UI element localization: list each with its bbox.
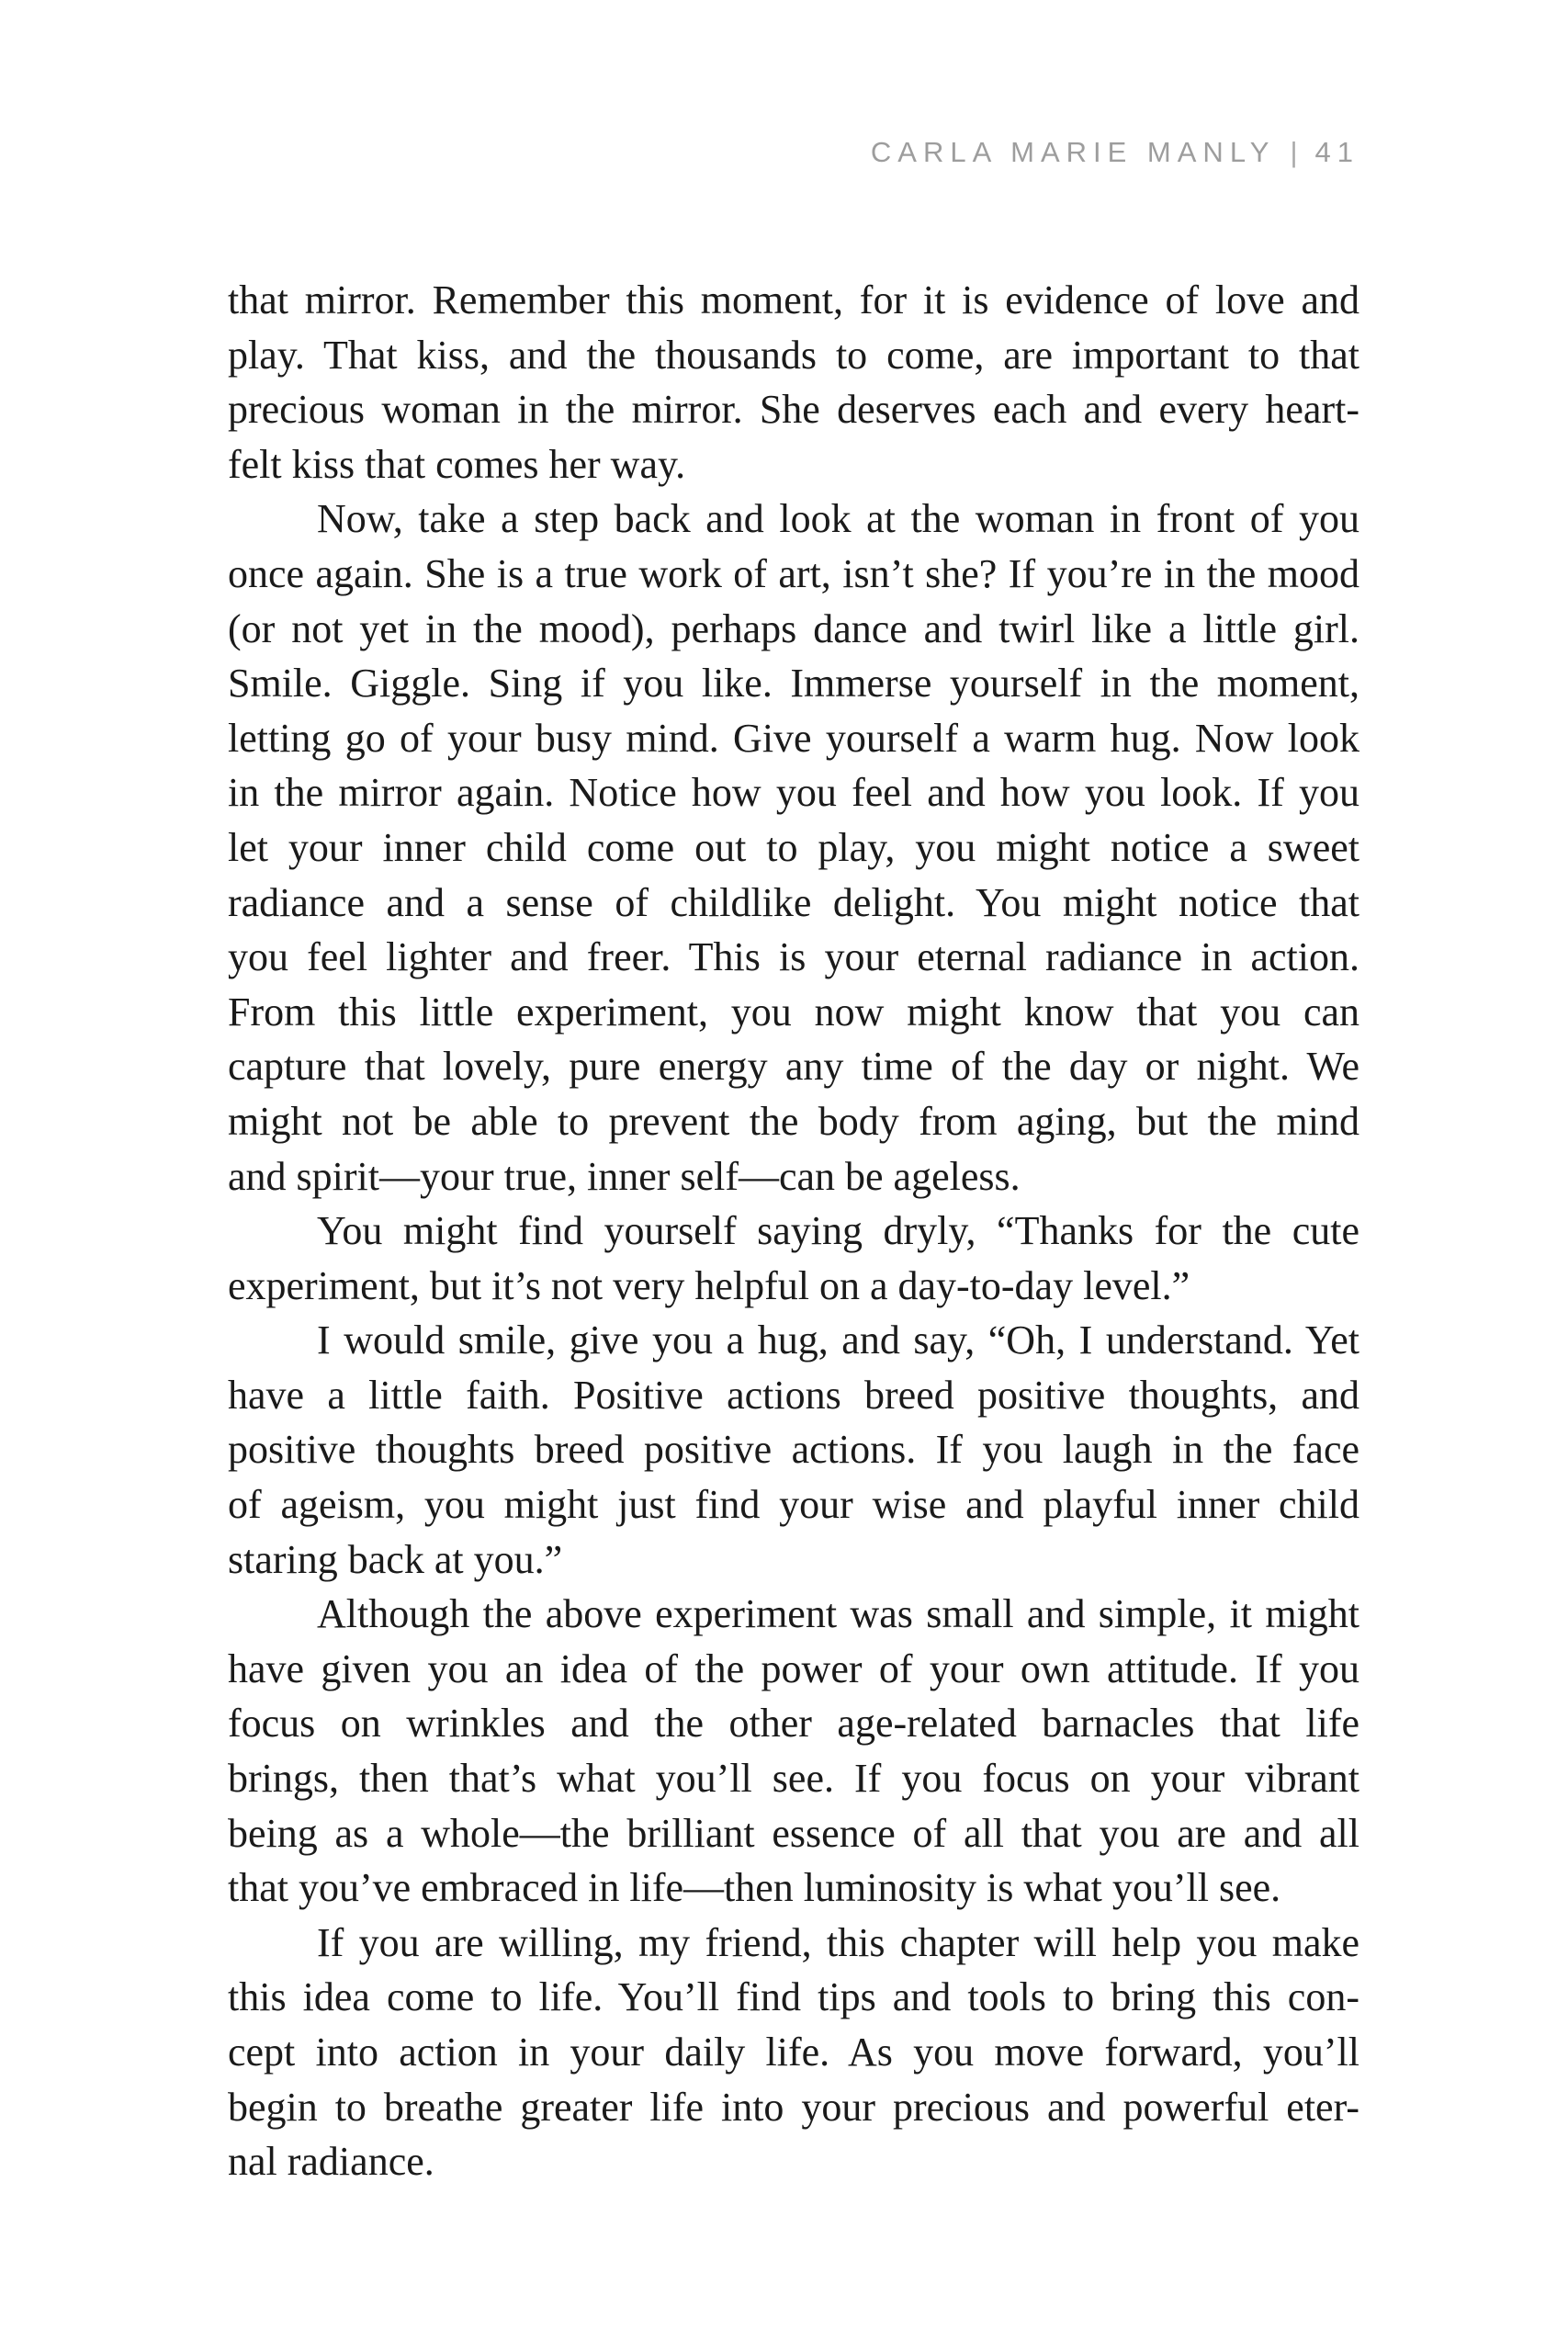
text-line: being as a whole—the brilliant essence of all that you are and all: [228, 1810, 1359, 1856]
text-line: cept into action in your daily life. As you move forward, you’ll: [228, 2030, 1359, 2075]
text-line: once again. She is a true work of art, isn’t she? If you’re in the mood: [228, 550, 1359, 596]
text-line: of ageism, you might just find your wise and playful inner child: [228, 1482, 1359, 1528]
text-line: precious woman in the mirror. She deserves each and every heart-: [228, 387, 1359, 433]
text-line: (or not yet in the mood), perhaps dance and twirl like a little girl.: [228, 605, 1359, 651]
text-line: Although the above experiment was small and simple, it might: [317, 1591, 1359, 1637]
text-line: might not be able to prevent the body from aging, but the mind: [228, 1098, 1359, 1144]
text-line: have given you an idea of the power of your own attitude. If you: [228, 1645, 1359, 1691]
running-header-author: CARLA MARIE MANLY: [870, 136, 1276, 168]
running-header: [0, 136, 1359, 169]
text-line: nal radiance.: [228, 2139, 434, 2185]
page-number: 41: [1314, 136, 1359, 168]
text-line: let your inner child come out to play, you might notice a sweet: [228, 824, 1359, 870]
text-line: in the mirror again. Notice how you feel and how you look. If you: [228, 770, 1359, 816]
text-line: You might find yourself saying dryly, “Thanks for the cute: [317, 1208, 1359, 1254]
running-header-separator: |: [1290, 136, 1304, 168]
text-line: you feel lighter and freer. This is your eternal radiance in action.: [228, 934, 1359, 980]
text-line: begin to breathe greater life into your precious and powerful eter-: [228, 2084, 1359, 2130]
text-line: I would smile, give you a hug, and say, “Oh, I understand. Yet: [317, 1317, 1359, 1363]
text-line: staring back at you.”: [228, 1536, 563, 1582]
text-line: that mirror. Remember this moment, for it is evidence of love and: [228, 277, 1359, 322]
text-line: positive thoughts breed positive actions. If you laugh in the face: [228, 1427, 1359, 1473]
text-line: From this little experiment, you now might know that you can: [228, 989, 1359, 1035]
text-line: play. That kiss, and the thousands to come, are important to that: [228, 332, 1359, 378]
text-line: felt kiss that comes her way.: [228, 441, 686, 487]
text-line: letting go of your busy mind. Give yourself a warm hug. Now look: [228, 715, 1359, 761]
text-line: Smile. Giggle. Sing if you like. Immerse yourself in the moment,: [228, 661, 1359, 707]
body-text: [228, 273, 1359, 2189]
text-line: experiment, but it’s not very helpful on a day-to-day level.”: [228, 1262, 1190, 1308]
text-line: Now, take a step back and look at the woman in front of you: [317, 496, 1359, 542]
text-line: focus on wrinkles and the other age-related barnacles that life: [228, 1701, 1359, 1747]
text-line: capture that lovely, pure energy any time of the day or night. We: [228, 1044, 1359, 1090]
text-line: that you’ve embraced in life—then luminosity is what you’ll see.: [228, 1865, 1281, 1911]
text-line: have a little faith. Positive actions breed positive thoughts, and: [228, 1372, 1359, 1418]
text-line: brings, then that’s what you’ll see. If you focus on your vibrant: [228, 1756, 1359, 1802]
text-line: and spirit—your true, inner self—can be ageless.: [228, 1153, 1021, 1199]
text-line: this idea come to life. You’ll find tips and tools to bring this con-: [228, 1974, 1359, 2020]
text-line: If you are willing, my friend, this chapter will help you make: [317, 1919, 1359, 1965]
text-line: radiance and a sense of childlike delight. You might notice that: [228, 879, 1359, 925]
